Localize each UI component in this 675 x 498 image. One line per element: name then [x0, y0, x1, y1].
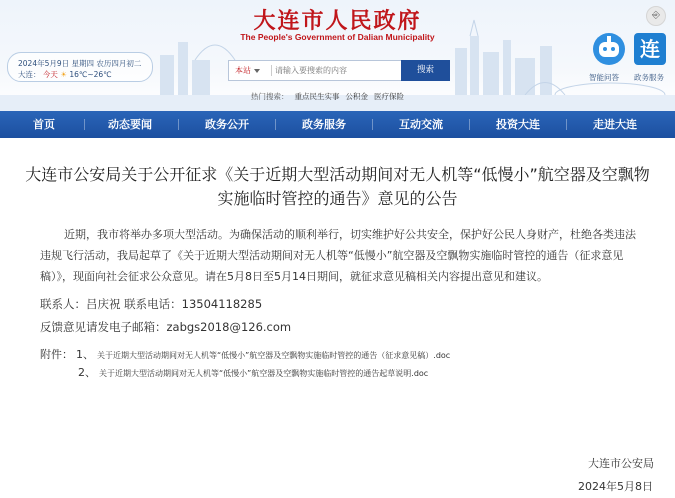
nav-separator [566, 119, 567, 130]
nav-separator [84, 119, 85, 130]
nav-separator [469, 119, 470, 130]
article-title-line: 大连市公安局关于公开征求《关于近期大型活动期间对无人机等“低慢小”航空器及空飘物 [25, 165, 650, 184]
feedback-email: 反馈意见请发电子邮箱：zabgs2018@126.com [40, 320, 292, 334]
nav-separator [275, 119, 276, 130]
nav-item-interaction[interactable]: 互动交流 [399, 118, 443, 131]
site-header [0, 0, 675, 111]
article-title-line: 实施临时管控的通告》意见的公告 [217, 189, 458, 208]
date-weather-box [7, 52, 153, 82]
hot-searches [251, 91, 410, 102]
robot-assistant-icon[interactable] [592, 32, 626, 66]
search-divider [271, 65, 272, 76]
attachment-link[interactable] [78, 364, 428, 380]
search-bar [228, 60, 449, 81]
smart-qa-label[interactable]: 智能问答 [589, 73, 619, 82]
weather-temperature: 16℃~26℃ [69, 70, 112, 79]
weather-city: 大连： [18, 70, 41, 79]
nav-item-invest[interactable]: 投资大连 [496, 118, 540, 131]
hot-search-item[interactable]: 重点民生实事 [294, 92, 340, 101]
attachment-number: 2、 [78, 366, 96, 379]
exit-icon[interactable]: ⎆ [646, 6, 666, 26]
nav-item-gov-service[interactable]: 政务服务 [302, 118, 346, 131]
gov-service-icon[interactable]: 连 [634, 33, 666, 65]
hot-search-item[interactable]: 医疗保险 [374, 92, 404, 101]
gov-service-label[interactable]: 政务服务 [634, 73, 664, 82]
attachment-filename[interactable]: 关于近期大型活动期间对无人机等“低慢小”航空器及空飘物实施临时管控的通告（征求意见稿）.doc [97, 351, 451, 360]
site-title[interactable]: 大连市人民政府 [253, 8, 422, 34]
nav-separator [372, 119, 373, 130]
search-scope-label: 本站 [235, 66, 251, 75]
weather-today-label: 今天 [42, 70, 58, 79]
article-title [0, 163, 675, 211]
contact-info: 联系人：吕庆祝 联系电话：13504118285 [40, 297, 263, 311]
nav-item-home[interactable]: 首页 [33, 118, 55, 131]
nav-item-explore[interactable]: 走进大连 [593, 118, 637, 131]
nav-separator [178, 119, 179, 130]
current-date: 2024年5月9日 星期四 农历四月初二 [18, 59, 142, 68]
signature-date: 2024年5月8日 [578, 480, 653, 493]
chevron-down-icon [254, 69, 260, 73]
attachment-link[interactable] [76, 346, 450, 362]
hot-searches-label: 热门搜索： [251, 92, 289, 101]
weather-info [18, 69, 112, 80]
signature-organization: 大连市公安局 [588, 457, 654, 470]
nav-item-news[interactable]: 动态要闻 [108, 118, 152, 131]
nav-item-gov-open[interactable]: 政务公开 [205, 118, 249, 131]
search-input[interactable] [275, 61, 400, 80]
main-nav [0, 111, 675, 138]
attachments-label: 附件： [40, 348, 73, 361]
site-subtitle: The People's Government of Dalian Municipality [240, 32, 435, 42]
attachment-number: 1、 [76, 348, 94, 361]
attachment-filename[interactable]: 关于近期大型活动期间对无人机等“低慢小”航空器及空飘物实施临时管控的通告起草说明.doc [99, 369, 429, 378]
hot-search-item[interactable]: 公积金 [345, 92, 368, 101]
search-scope-select[interactable] [229, 61, 269, 80]
sun-icon: ☀ [60, 70, 68, 79]
article-body: 近期，我市将举办多项大型活动。为确保活动的顺利举行，切实维护好公共安全，保护好公民人身财产，杜绝各类违法违规飞行活动，我局起草了《关于近期大型活动期间对无人机等“低慢小”航空器及空飘物实施临时管控的通告（征求意见稿）》，现面向社会征求公众意见。请在5月8日至5月14日期间，就征求意见稿相关内容提出意见和建议。 [40, 228, 636, 283]
search-button[interactable]: 搜索 [401, 60, 450, 81]
